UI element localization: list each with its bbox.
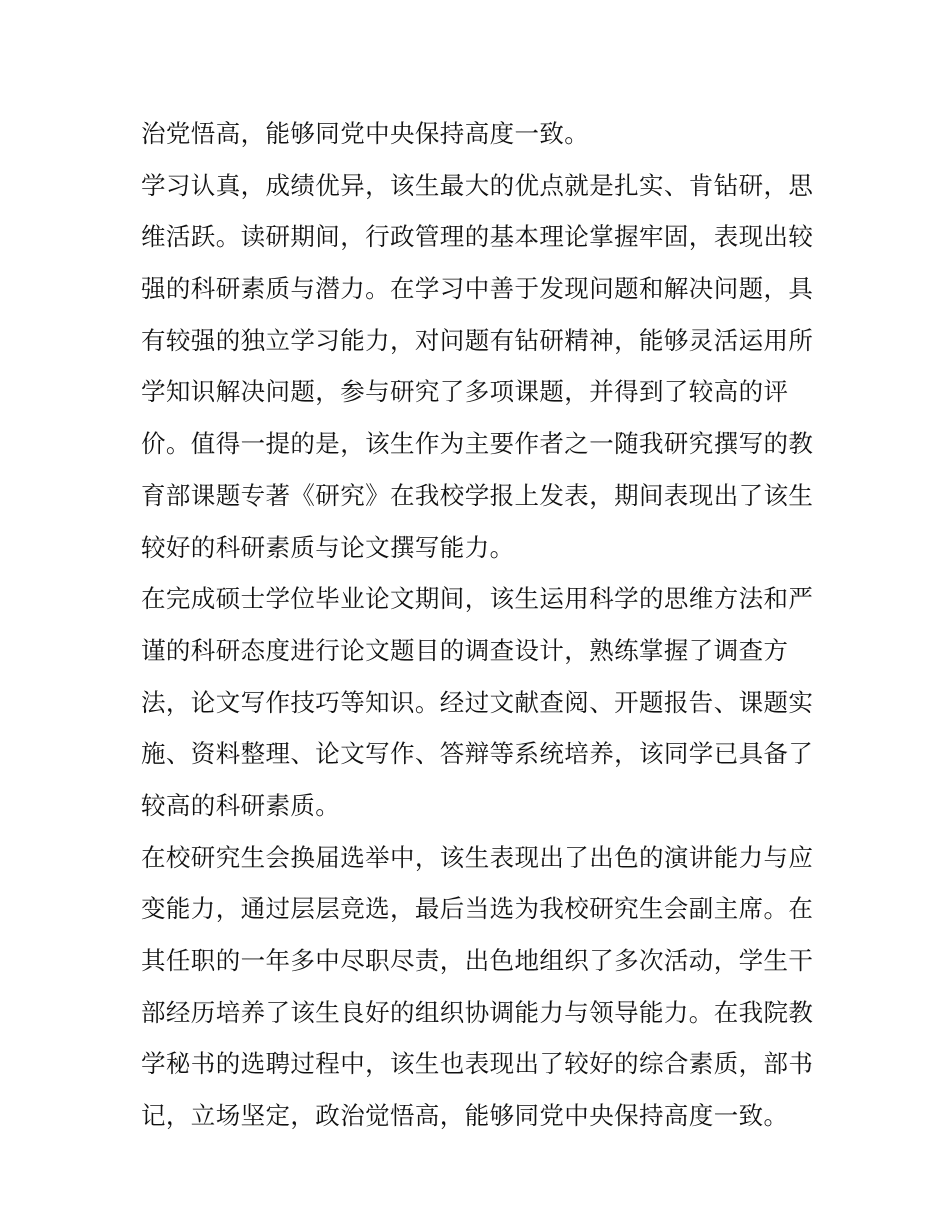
text-line: 强的科研素质与潜力。在学习中善于发现问题和解决问题，具	[141, 274, 814, 304]
text-line: 价。值得一提的是，该生作为主要作者之一随我研究撰写的教	[141, 429, 814, 459]
text-line: 维活跃。读研期间，行政管理的基本理论掌握牢固，表现出较	[141, 222, 814, 252]
document-body	[141, 108, 821, 1142]
text-line: 部经历培养了该生良好的组织协调能力与领导能力。在我院教	[141, 997, 814, 1027]
text-line: 记，立场坚定，政治觉悟高，能够同党中央保持高度一致。	[141, 1101, 789, 1131]
text-line: 施、资料整理、论文写作、答辩等系统培养，该同学已具备了	[141, 739, 814, 769]
text-line: 在完成硕士学位毕业论文期间，该生运用科学的思维方法和严	[141, 584, 814, 614]
text-line: 较高的科研素质。	[141, 790, 341, 820]
text-line: 学知识解决问题，参与研究了多项课题，并得到了较高的评	[141, 377, 789, 407]
text-line: 在校研究生会换届选举中，该生表现出了出色的演讲能力与应	[141, 842, 814, 872]
text-line: 法，论文写作技巧等知识。经过文献查阅、开题报告、课题实	[141, 687, 814, 717]
text-line: 治党悟高，能够同党中央保持高度一致。	[141, 119, 590, 148]
text-line: 其任职的一年多中尽职尽责，出色地组织了多次活动，学生干	[141, 946, 814, 975]
text-line: 育部课题专著《研究》在我校学报上发表，期间表现出了该生	[141, 480, 814, 510]
text-line: 有较强的独立学习能力，对问题有钻研精神，能够灵活运用所	[141, 325, 814, 355]
text-line: 较好的科研素质与论文撰写能力。	[141, 532, 515, 562]
text-line: 学秘书的选聘过程中，该生也表现出了较好的综合素质，部书	[141, 1049, 814, 1079]
text-line: 变能力，通过层层竞选，最后当选为我校研究生会副主席。在	[141, 894, 814, 924]
text-line: 谨的科研态度进行论文题目的调查设计，熟练掌握了调查方	[141, 635, 789, 665]
text-line: 学习认真，成绩优异，该生最大的优点就是扎实、肯钻研，思	[141, 170, 814, 200]
